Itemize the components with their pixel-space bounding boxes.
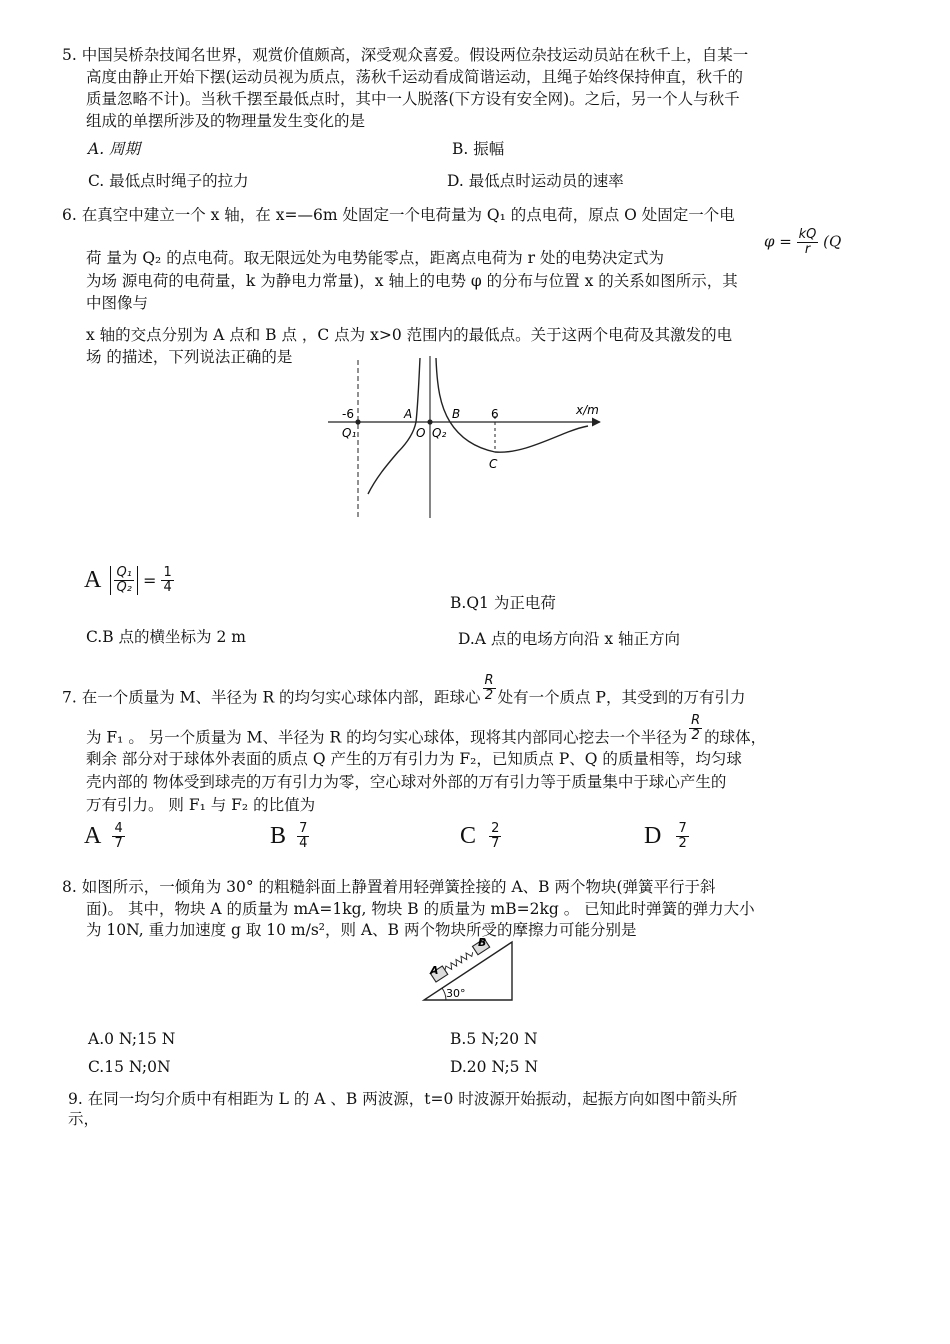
q6-option-b: B.Q1 为正电荷 (450, 594, 556, 612)
q6-stem-line-6: 场 的描述，下列说法正确的是 (86, 348, 293, 366)
label-origin-o: O (416, 426, 426, 440)
q8-option-b: B.5 N;20 N (450, 1030, 538, 1048)
label-q1: Q₁ (342, 426, 357, 440)
q7-stem-line-5: 万有引力。 则 F₁ 与 F₂ 的比值为 (86, 796, 316, 814)
q7-option-b: B $\frac{7}{4}$ (270, 821, 308, 851)
q8-incline-figure (420, 934, 520, 1004)
label-block-a: A (430, 964, 439, 977)
q6-potential-graph (318, 356, 608, 524)
q7-option-c: C $\frac{2}{7}$ (460, 821, 500, 851)
q6-stem-line-1: 6. 在真空中建立一个 x 轴，在 x=—6m 处固定一个电荷量为 Q₁ 的点电荷，原点 O 处固定一个电 (62, 206, 735, 224)
q7-stem-line-2: 为 F₁ 。 另一个质量为 M、半径为 R 的均匀实心球体，现将其内部同心挖去一个半径为 $\frac{R}{2}$ 的球体， (86, 713, 767, 747)
tick-label-neg6: -6 (342, 407, 354, 421)
q7-stem-line-4: 壳内部的 物体受到球壳的万有引力为零，空心球对外部的万有引力等于质量集中于球心产生的 (86, 773, 727, 791)
q8-option-a: A.0 N;15 N (88, 1030, 176, 1048)
q7-option-a: A $\frac{4}{7}$ (84, 821, 123, 851)
q5-option-b: B. 振幅 (452, 140, 505, 158)
q6-option-d: D.A 点的电场方向沿 x 轴正方向 (458, 630, 681, 648)
q9-stem-line-2: 示， (68, 1110, 100, 1128)
q7-stem-line-1: 7. 在一个质量为 M、半径为 R 的均匀实心球体内部，距球心 $\frac{R}{2}$ 处有一个质点 P，其受到的万有引力 (62, 673, 746, 707)
q6-option-a: A $\frac{\text{Q₁}}{\text{Q₂}}$ = $\frac{1}{4}$ (84, 565, 172, 595)
q7-stem-line-3: 剩余 部分对于球体外表面的质点 Q 产生的万有引力为 F₂，已知质点 P、Q 的质量相等，均匀球 (86, 750, 742, 768)
q8-stem-line-3: 为 10N, 重力加速度 g 取 10 m/s²，则 A、B 两个物块所受的摩擦力可能分别是 (86, 921, 637, 939)
q6-stem-line-5: x 轴的交点分别为 A 点和 B 点 ，C 点为 x>0 范围内的最低点。关于这两个电荷及其激发的电 (86, 326, 733, 344)
potential-curve-left (368, 358, 420, 494)
q5-stem-line-3: 质量忽略不计)。当秋千摆至最低点时，其中一人脱落(下方设有安全网)。之后，另一个人与秋千 (86, 90, 740, 108)
q5-stem-line-2: 高度由静止开始下摆(运动员视为质点，荡秋千运动看成简谐运动，且绳子始终保持伸直，秋千的 (86, 68, 744, 86)
potential-curve-right (436, 358, 588, 452)
q9-stem-line-1: 9. 在同一均匀介质中有相距为 L 的 A 、B 两波源，t=0 时波源开始振动，起振方向如图中箭头所 (68, 1090, 738, 1108)
charge-q1-dot (355, 419, 360, 424)
q6-stem-line-3: 为场 源电荷的电荷量，k 为静电力常量)，x 轴上的电势 φ 的分布与位置 x 的关系如图所示，其 (86, 272, 738, 290)
label-q2: Q₂ (432, 426, 447, 440)
charge-q2-dot (427, 419, 432, 424)
q8-stem-line-2: 面)。 其中，物块 A 的质量为 mA=1kg, 物块 B 的质量为 mB=2kg 。 已知此时弹簧的弹力大小 (86, 900, 755, 918)
q5-option-d: D. 最低点时运动员的速率 (447, 172, 624, 190)
label-angle: 30° (446, 987, 466, 1000)
label-point-a: A (404, 407, 413, 421)
label-point-b: B (452, 407, 461, 421)
q8-stem-line-1: 8. 如图所示，一倾角为 30° 的粗糙斜面上静置着用轻弹簧拴接的 A、B 两个物块(弹簧平行于斜 (62, 878, 716, 896)
q5-option-c: C. 最低点时绳子的拉力 (88, 172, 249, 190)
label-point-c: C (489, 457, 498, 471)
q8-option-d: D.20 N;5 N (450, 1058, 539, 1076)
q6-potential-formula: φ = $\frac{kQ}{r}$ (Q (764, 227, 842, 257)
q5-stem-line-1: 5. 中国吴桥杂技闻名世界，观赏价值颇高，深受观众喜爱。假设两位杂技运动员站在秋千上，自某一 (62, 46, 749, 64)
x-axis-label: x/m (576, 403, 599, 417)
q5-stem-line-4: 组成的单摆所涉及的物理量发生变化的是 (86, 112, 366, 130)
q6-stem-line-2: 荷 量为 Q₂ 的点电荷。取无限远处为电势能零点，距离点电荷为 r 处的电势决定式为 (86, 249, 664, 267)
tick-label-6: 6 (491, 407, 499, 421)
q6-stem-line-4: 中图像与 (86, 294, 149, 312)
q7-option-d: D $\frac{7}{2}$ (644, 821, 687, 851)
label-block-b: B (478, 936, 487, 949)
q8-option-c: C.15 N;0N (88, 1058, 171, 1076)
q6-option-c: C.B 点的横坐标为 2 m (86, 628, 246, 646)
q5-option-a: A. 周期 (88, 140, 141, 158)
